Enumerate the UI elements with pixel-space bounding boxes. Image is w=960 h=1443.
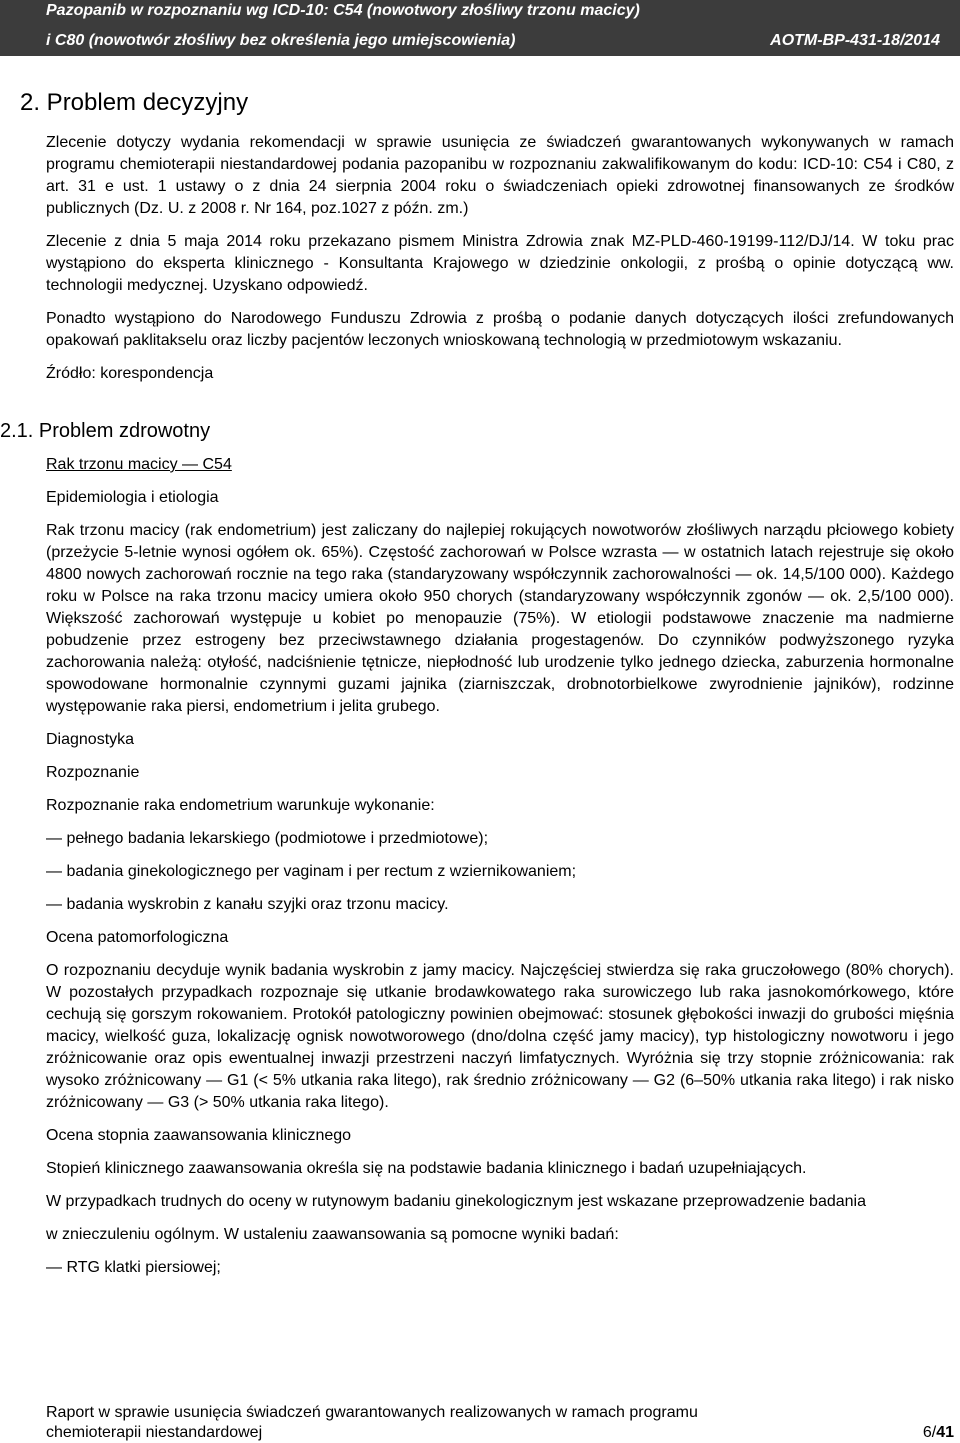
document-body <box>0 84 954 1290</box>
diagnostics-heading: Diagnostyka <box>46 731 135 748</box>
page-header <box>0 0 960 56</box>
page-current: 6 <box>922 1424 932 1441</box>
staging-paragraph-1: Stopień klinicznego zaawansowania określa się na podstawie badania klinicznego i badań uzupełniających. <box>46 1160 807 1177</box>
staging-item: — RTG klatki piersiowej; <box>46 1259 221 1276</box>
page-separator: / <box>931 1424 937 1441</box>
header-report-code: AOTM-BP-431-18/2014 <box>770 32 940 49</box>
paragraph-order: Zlecenie dotyczy wydania rekomendacji w sprawie usunięcia ze świadczeń gwarantowanych wykonywanych w ramach programu chemioterapii niestandardowej podania pazopanibu w rozpoznaniu zakwalifikowanym do kodu: ICD-10: C54 i C80, z art. 31 e ust. 1 ustawy o z dnia 24 sierpnia 2004 roku o świadczeniach opieki zdrowotnej finansowanych ze środków publicznych (Dz. U. z 2008 r. Nr 164, poz.1027 z późn. zm.) <box>46 134 954 217</box>
footer-line1: Raport w sprawie usunięcia świadczeń gwarantowanych realizowanych w ramach programu <box>46 1404 698 1421</box>
recognition-item: — badania ginekologicznego per vaginam i per rectum z wziernikowaniem; <box>46 863 577 880</box>
paragraph-nfz-request: Ponadto wystąpiono do Narodowego Funduszu Zdrowia z prośbą o podanie danych dotyczących ilości zrefundowanych opakowań paklitakselu oraz liczby pacjentów leczonych wnioskowaną technologią w przedmiotowym wskazaniu. <box>46 310 954 349</box>
pathomorphology-text: O rozpoznaniu decyduje wynik badania wyskrobin z jamy macicy. Najczęściej stwierdza się raka gruczołowego (80% chorych). W pozostałych przypadkach rozpoznaje się utkanie brodawkowatego raka surowiczego lub raka jasnokomórkowego, które cechują się gorszym rokowaniem. Protokół patologiczny powinien obejmować: stosunek głębokości inwazji do grubości mięśnia macicy, wielkość guza, lokalizację ognisk nowotworowego (dno/dolna część jamy macicy), typ histologiczny nowotworu i jego zróżnicowanie oraz opis ewentualnej inwazji przestrzeni naczyń limfatycznych. Wyróżnia się trzy stopnie zróżnicowania: rak wysoko zróżnicowany — G1 (< 5% utkania raka litego), rak średnio zróżnicowany — G2 (6–50% utkania raka litego) i rak nisko zróżnicowany — G3 (> 50% utkania raka litego). <box>46 962 954 1111</box>
epidemiology-text: Rak trzonu macicy (rak endometrium) jest zaliczany do najlepiej rokujących nowotworów złośliwych narządu płciowego kobiety (przeżycie 5-letnie wynosi ogółem ok. 65%). Częstość zachorowań w Polsce wzrasta — w ostatnich latach rejestruje się około 4800 nowych zachorowań rocznie na tego raka (standaryzowany współczynnik zachorowalności — ok. 14,5/100 000). Każdego roku w Polsce na raka trzonu macicy umiera około 950 chorych (standaryzowany współczynnik zgonów — ok. 2,5/100 000). Większość zachorowań występuje u kobiet po menopauzie (75%). W etiologii podstawowe znaczenie ma nadmierne pobudzenie przez estrogeny bez przeciwstawnego działania progestagenów. Do czynników podwyższonego ryzyka zachorowania należą: otyłość, nadciśnienie tętnicze, niepłodność lub urodzenie tylko jednego dziecka, zaburzenia hormonalne spowodowane hormonalnie czynnymi guzami jajnika (ziarniszczak, drobnotorbielkowe zwyrodnienie jajników), rodzinne występowanie raka piersi, endometrium i jelita grubego. <box>46 522 954 715</box>
source-note: Źródło: korespondencja <box>46 365 214 382</box>
staging-paragraph-3: w znieczuleniu ogólnym. W ustaleniu zaawansowania są pomocne wyniki badań: <box>46 1226 619 1243</box>
page-total: 41 <box>936 1424 954 1441</box>
spacer <box>46 396 954 418</box>
staging-heading: Ocena stopnia zaawansowania klinicznego <box>46 1127 352 1144</box>
recognition-item: — badania wyskrobin z kanału szyjki oraz trzonu macicy. <box>46 896 449 913</box>
page-number <box>923 1423 954 1443</box>
staging-paragraph-2: W przypadkach trudnych do oceny w rutynowym badaniu ginekologicznym jest wskazane przeprowadzenie badania <box>46 1193 866 1210</box>
pathomorphology-heading: Ocena patomorfologiczna <box>46 929 229 946</box>
section-title-decision-problem: 2. Problem decyzyjny <box>20 89 249 116</box>
footer-line2: chemioterapii niestandardowej <box>46 1424 263 1441</box>
recognition-item: — pełnego badania lekarskiego (podmiotowe i przedmiotowe); <box>46 830 489 847</box>
header-title-line2: i C80 (nowotwór złośliwy bez określenia jego umiejscowienia) <box>46 32 516 49</box>
paragraph-order-date: Zlecenie z dnia 5 maja 2014 roku przekazano pismem Ministra Zdrowia znak MZ-PLD-460-19199-112/DJ/14. W toku prac wystąpiono do eksperta klinicznego - Konsultanta Krajowego w dziedzinie onkologii, z prośbą o opinie dotyczącą ww. technologii medycznej. Uzyskano odpowiedź. <box>46 233 954 294</box>
section-title-health-problem: 2.1. Problem zdrowotny <box>0 420 211 442</box>
page-footer <box>46 1403 954 1443</box>
epidemiology-heading: Epidemiologia i etiologia <box>46 489 219 506</box>
recognition-intro: Rozpoznanie raka endometrium warunkuje wykonanie: <box>46 797 435 814</box>
header-title-line1: Pazopanib w rozpoznaniu wg ICD-10: C54 (nowotwory złośliwy trzonu macicy) <box>46 2 640 19</box>
recognition-heading: Rozpoznanie <box>46 764 140 781</box>
cancer-heading: Rak trzonu macicy — C54 <box>46 456 232 473</box>
